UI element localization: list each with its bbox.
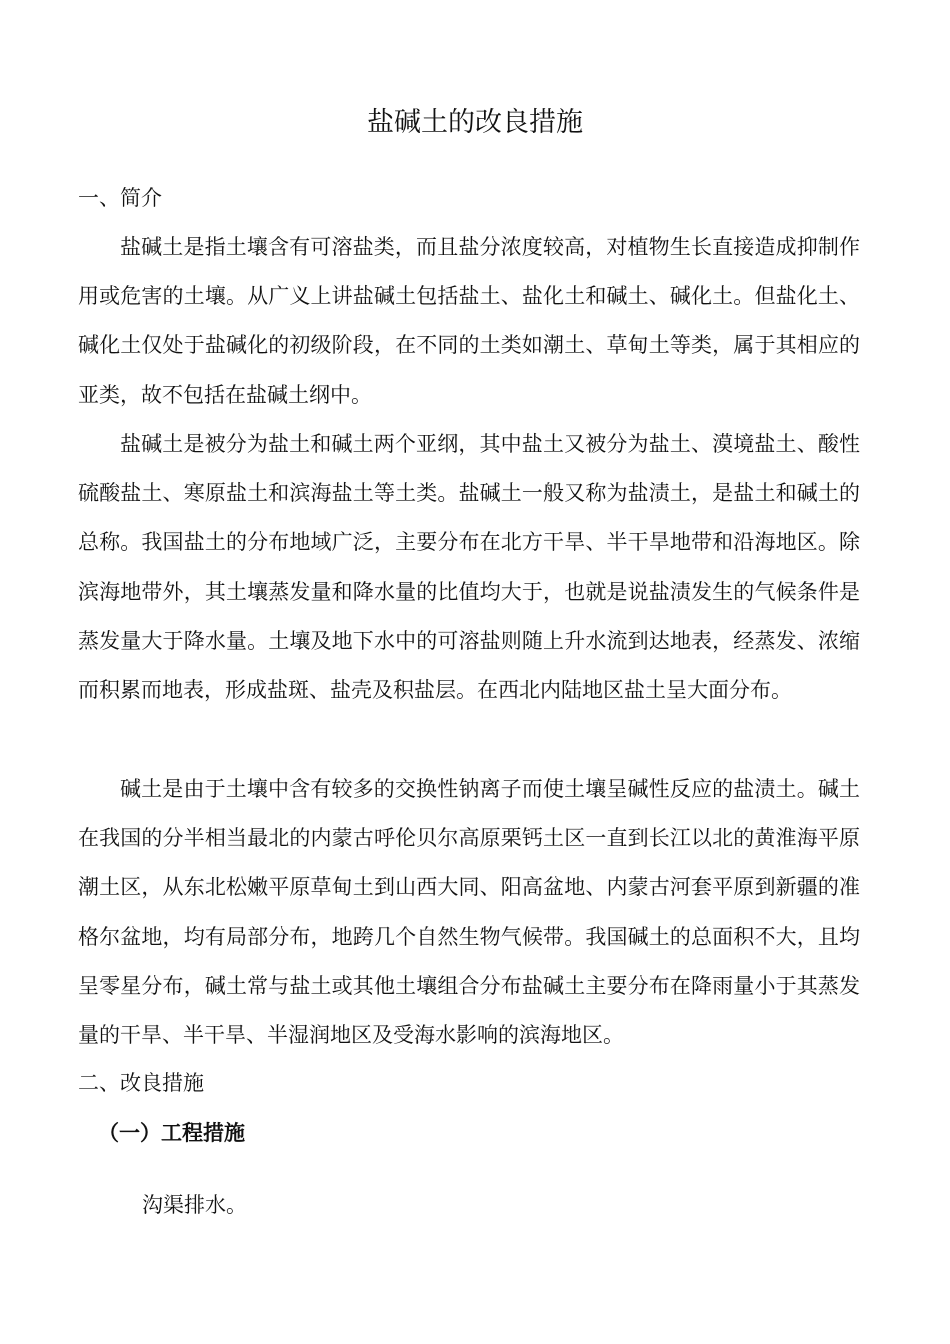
intro-paragraph-1: 盐碱土是指土壤含有可溶盐类，而且盐分浓度较高，对植物生长直接造成抑制作用或危害的土壤。从广义上讲盐碱土包括盐土、盐化土和碱土、碱化土。但盐化土、碱化土仅处于盐碱化的初级阶段，在不同的土类如潮土、草甸土等类，属于其相应的亚类，故不包括在盐碱土纲中。 — [78, 235, 860, 407]
document-title: 盐碱土的改良措施 — [367, 107, 583, 138]
measure-item-drainage: 沟渠排水。 — [142, 1193, 247, 1217]
subsection-heading-engineering: （一）工程措施 — [98, 1121, 245, 1145]
section-heading-intro: 一、简介 — [78, 186, 162, 210]
intro-paragraph-2: 盐碱土是被分为盐土和碱土两个亚纲，其中盐土又被分为盐土、漠境盐土、酸性硫酸盐土、寒原盐土和滨海盐土等土类。盐碱土一般又称为盐渍土，是盐土和碱土的总称。我国盐土的分布地域广泛，主要分布在北方干旱、半干旱地带和沿海地区。除滨海地带外，其土壤蒸发量和降水量的比值均大于，也就是说盐渍发生的气候条件是蒸发量大于降水量。土壤及地下水中的可溶盐则随上升水流到达地表，经蒸发、浓缩而积累而地表，形成盐斑、盐壳及积盐层。在西北内陆地区盐土呈大面分布。 — [78, 432, 860, 703]
section-heading-measures: 二、改良措施 — [78, 1071, 204, 1095]
intro-paragraph-3: 碱土是由于土壤中含有较多的交换性钠离子而使土壤呈碱性反应的盐渍土。碱土在我国的分半相当最北的内蒙古呼伦贝尔高原栗钙土区一直到长江以北的黄淮海平原潮土区，从东北松嫩平原草甸土到山西大同、阳高盆地、内蒙古河套平原到新疆的准格尔盆地，均有局部分布，地跨几个自然生物气候带。我国碱土的总面积不大，且均呈零星分布，碱土常与盐土或其他土壤组合分布盐碱土主要分布在降雨量小于其蒸发量的干旱、半干旱、半湿润地区及受海水影响的滨海地区。 — [78, 777, 860, 1048]
